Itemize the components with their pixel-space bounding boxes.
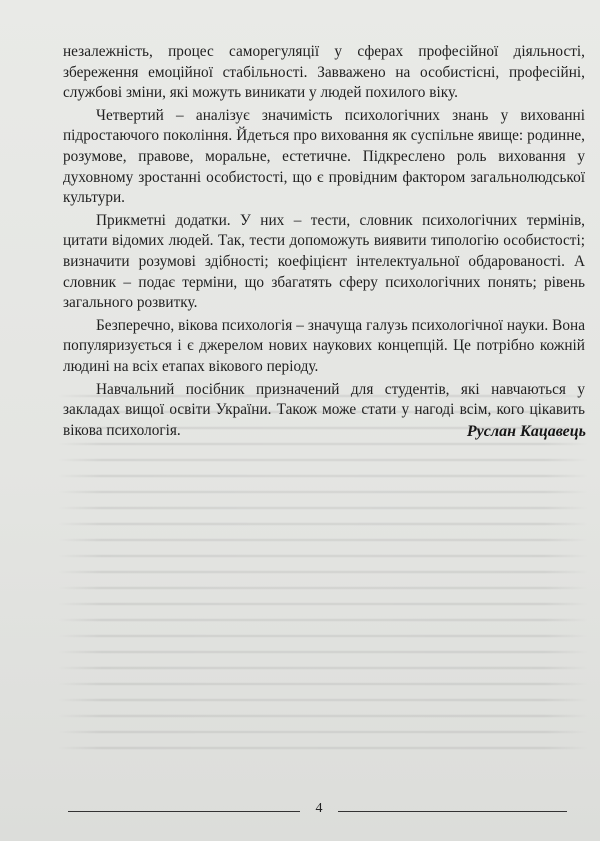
body-text (63, 42, 585, 443)
page-number: 4 (315, 801, 323, 816)
paragraph-5: Навчальний посібник призначений для студентів, які навчаються у закладах вищої освіти України. Також може стати у нагоді всім, кого цікавить вікова психологія. (63, 380, 585, 439)
show-through-text (58, 395, 588, 775)
paragraph-3: Прикметні додатки. У них – тести, словник психологічних термінів, цитати відомих людей. Так, тести допоможуть виявити типологію особистості; визначити розумові здібності; коефіцієнт інтелектуальної обдарованості. А словник – подає терміни, що збагатять сферу психологічних понять; рівень загального розвитку. (63, 211, 585, 312)
paragraph-2: Четвертий – аналізує значимість психологічних знань у вихованні підростаючого покоління. Йдеться про виховання як суспільне явище: родинне, розумове, правове, моральне, естетичне. Підкреслено роль виховання у духовному зростанні особистості, що є провідним фактором загальнолюдської культури. (63, 106, 585, 207)
author-signature: Руслан Кацавець (466, 423, 586, 440)
paragraph-1: незалежність, процес саморегуляції у сферах професійної діяльності, збереження емоційної стабільності. Завважено на особистісні, професійні, службові зміни, які можуть виникати у людей похилого віку. (63, 43, 585, 102)
footer-rule-left (68, 811, 300, 812)
footer-rule-right (338, 811, 567, 812)
paragraph-4: Безперечно, вікова психологія – значуща галузь психологічної науки. Вона популяризується і є джерелом нових наукових концепцій. Це потрібно кожній людині на всіх етапах вікового періоду. (63, 316, 585, 375)
